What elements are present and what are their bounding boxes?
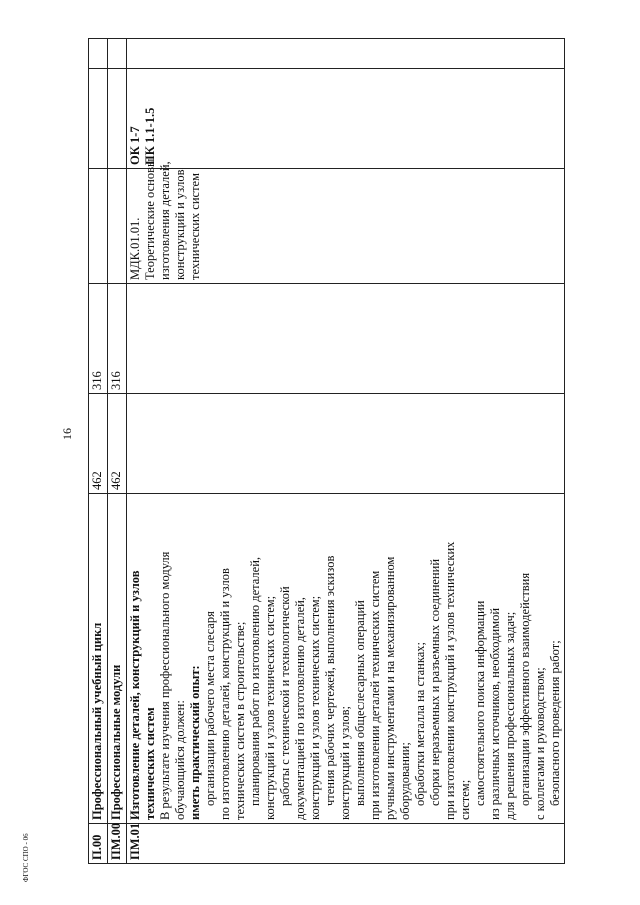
curriculum-table-rotated [88, 38, 563, 864]
experience-item: самостоятельного поиска информации [473, 600, 487, 806]
experience-item: организации рабочего места слесаря [203, 611, 217, 806]
experience-item: по изготовлению деталей, конструкций и узлов [218, 568, 232, 820]
experience-item: обработки металла на станках; [413, 641, 427, 806]
curriculum-table [88, 38, 565, 864]
experience-list [203, 497, 563, 820]
row-competencies [89, 69, 108, 169]
table-row [127, 39, 565, 864]
experience-item: технических систем в строительстве; [233, 621, 247, 820]
mdk-line: конструкций и узлов [173, 169, 187, 280]
module-title-line: технических систем [143, 707, 157, 820]
experience-item: ручными инструментами и на механизированном [383, 556, 397, 820]
experience-item: конструкций и узлов; [338, 705, 352, 820]
mdk-line: изготовления деталей, [158, 161, 172, 280]
module-mdk [127, 158, 565, 284]
module-required [127, 284, 565, 394]
experience-item: организации эффективного взаимодействия [518, 572, 532, 806]
module-intro-line: В результате изучения профессионального модуля [158, 551, 172, 820]
experience-item: документацией по изготовлению деталей, [293, 597, 307, 820]
row-code: ПМ.00 [108, 824, 127, 864]
module-competencies [127, 69, 565, 169]
experience-heading: иметь практический опыт: [188, 665, 202, 820]
mdk-line: Теоретические основы [143, 158, 157, 280]
module-description [127, 494, 565, 824]
row-required: 316 [108, 284, 127, 394]
experience-item: для решения профессиональных задач; [503, 611, 517, 820]
row-name: Профессиональный учебный цикл [89, 494, 108, 824]
row-max-load: 462 [89, 394, 108, 494]
competency-line: ПК 1.1-1.5 [143, 107, 157, 165]
mdk-line: МДК.01.01. [128, 217, 142, 280]
experience-item: сборки неразъемных и разъемных соединений [428, 558, 442, 806]
mdk-line: технических систем [188, 172, 202, 280]
module-intro-line: обучающийся должен: [173, 700, 187, 820]
experience-item: выполнения общеслесарных операций [353, 600, 367, 806]
experience-item: конструкций и узлов технических систем; [308, 595, 322, 820]
footer-label: ФГОС СПО - 06 [22, 833, 30, 882]
module-title-line: Изготовление деталей, конструкций и узлов [128, 570, 142, 820]
module-extra [127, 39, 565, 69]
experience-item: работы с технической и технологической [278, 586, 292, 806]
table-row [89, 39, 108, 864]
row-competencies [108, 69, 127, 169]
row-name: Профессиональные модули [108, 494, 127, 824]
module-code: ПМ.01 [127, 824, 565, 864]
experience-item: планирования работ по изготовлению деталей, [248, 556, 262, 806]
competency-line: ОК 1-7 [128, 126, 142, 165]
experience-item: систем; [458, 779, 472, 820]
module-max-load [127, 394, 565, 494]
row-required: 316 [89, 284, 108, 394]
experience-item: конструкций и узлов технических систем; [263, 595, 277, 820]
row-mdk [89, 169, 108, 284]
experience-item: при изготовлении конструкций и узлов технических [443, 541, 457, 820]
row-extra [108, 39, 127, 69]
row-code: П.00 [89, 824, 108, 864]
row-mdk [108, 169, 127, 284]
page-number: 16 [60, 428, 74, 440]
experience-item: при изготовлении деталей технических систем [368, 570, 382, 820]
row-max-load: 462 [108, 394, 127, 494]
experience-item: безопасного проведения работ; [548, 640, 562, 806]
table-row [108, 39, 127, 864]
experience-item: оборудовании; [398, 742, 412, 820]
experience-item: чтения рабочих чертежей, выполнения эскизов [323, 555, 337, 806]
experience-item: с коллегами и руководством; [533, 667, 547, 820]
row-extra [89, 39, 108, 69]
experience-item: из различных источников, необходимой [488, 607, 502, 820]
